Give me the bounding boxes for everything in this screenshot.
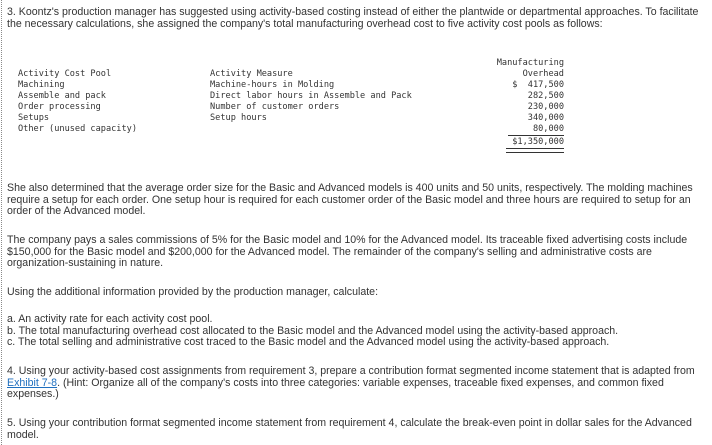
list-item: c. The total selling and administrative cost traced to the Basic model and the Advanced model using the activity-based approach. bbox=[7, 336, 610, 349]
table-row-overhead: $ 417,500 bbox=[512, 80, 564, 90]
requirement-5-paragraph: 5. Using your contribution format segmented income statement from requirement 4, calculate the break-even point in dollar sales for the Advanced model. bbox=[7, 417, 692, 441]
list-item: a. An activity rate for each activity cost pool. bbox=[7, 313, 213, 325]
measure-column-header: Activity Measure bbox=[210, 69, 293, 79]
left-margin-rule bbox=[1, 0, 2, 445]
table-row-pool: Other (unused capacity) bbox=[18, 124, 137, 134]
table-row-overhead: 340,000 bbox=[527, 113, 564, 123]
exhibit-link[interactable]: Exhibit 7-8 bbox=[7, 376, 58, 389]
overhead-header-line1: Manufacturing bbox=[496, 58, 564, 68]
intro-paragraph: 3. Koontz's production manager has suggested using activity-based costing instead of either the plantwide or departmental approaches. To facilitate the necessary calculations, she assigned the company's total manufacturing overhead cost to five activity cost pools as follows: bbox=[7, 6, 699, 30]
order-size-paragraph: She also determined that the average order size for the Basic and Advanced models is 400 units and 50 units, respectively. The molding machines require a setup for each order. One setup hour is required for each customer order of the Basic model and three hours are required to setup for an order of the Advanced model. bbox=[7, 182, 693, 218]
requirement-4-text: 4. Using your activity-based cost assignments from requirement 3, prepare a contribution format segmented income statement that is adapted from bbox=[7, 365, 695, 377]
table-row-measure: Number of customer orders bbox=[210, 102, 340, 112]
table-row-overhead: 230,000 bbox=[527, 102, 564, 112]
requirement-4-hint: . (Hint: Organize all of the company's costs into three categories: variable expenses, traceable fixed expenses, and common fixed expenses.) bbox=[7, 376, 664, 401]
total-double-rule bbox=[506, 148, 564, 153]
table-row-overhead: 80,000 bbox=[532, 124, 564, 134]
table-row-measure: Setup hours bbox=[210, 113, 267, 123]
table-row-overhead: 282,500 bbox=[527, 91, 564, 101]
instruction-paragraph: Using the additional information provided by the production manager, calculate: bbox=[7, 286, 379, 298]
table-row-pool: Assemble and pack bbox=[18, 91, 106, 101]
table-row-pool: Machining bbox=[18, 80, 65, 90]
table-row-measure: Direct labor hours in Assemble and Pack bbox=[210, 91, 412, 101]
commission-paragraph: The company pays a sales commissions of 5% for the Basic model and 10% for the Advanced model. Its traceable fixed advertising costs include $150,000 for the Basic model and $200,000 for the Advanced model. The remainder of the company's selling and administrative costs are organization-sustaining in nature. bbox=[7, 234, 688, 270]
pool-column-header: Activity Cost Pool bbox=[18, 69, 112, 79]
requirement-list bbox=[7, 314, 707, 349]
table-row-pool: Setups bbox=[18, 113, 50, 123]
overhead-header-line2: Overhead bbox=[522, 69, 564, 79]
subtotal-rule bbox=[508, 135, 564, 136]
list-item: b. The total manufacturing overhead cost allocated to the Basic model and the Advanced model using the activity-based approach. bbox=[7, 324, 619, 337]
requirement-4-paragraph bbox=[7, 366, 707, 401]
overhead-total: $1,350,000 bbox=[512, 137, 564, 147]
table-row-measure: Machine-hours in Molding bbox=[210, 80, 335, 90]
table-row-pool: Order processing bbox=[18, 102, 101, 112]
activity-cost-pool-table bbox=[12, 58, 568, 152]
